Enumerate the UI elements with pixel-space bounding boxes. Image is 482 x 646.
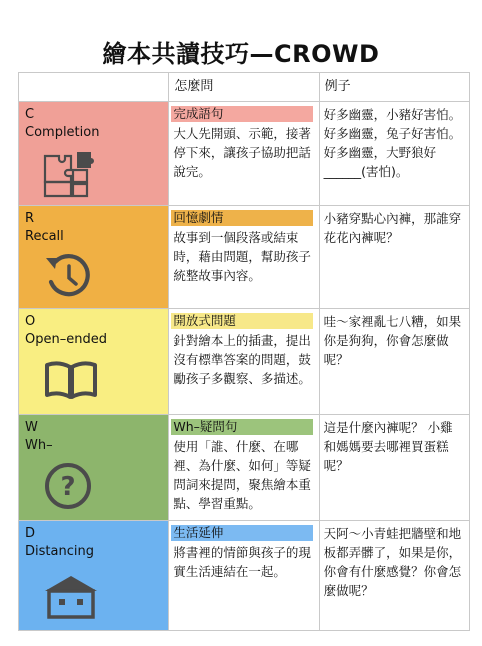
row-word: Distancing bbox=[25, 544, 94, 559]
table-row-open-ended bbox=[19, 309, 470, 415]
how-cell-open-ended bbox=[169, 309, 319, 415]
technique-tag: 回憶劇情 bbox=[171, 210, 312, 226]
row-word: Open–ended bbox=[25, 332, 107, 347]
how-cell-recall bbox=[169, 206, 319, 309]
row-letter: O bbox=[25, 314, 36, 329]
example-text: 小豬穿點心內褲，那誰穿花花內褲呢？ bbox=[323, 211, 462, 245]
example-cell-recall bbox=[319, 206, 469, 309]
clock-recall-icon bbox=[43, 252, 95, 300]
technique-tag: Wh–疑問句 bbox=[171, 419, 312, 435]
row-letter: R bbox=[25, 211, 35, 226]
house-icon bbox=[43, 573, 99, 619]
header-example: 例子 bbox=[319, 73, 469, 102]
letter-cell-distancing bbox=[19, 521, 169, 631]
svg-text:?: ? bbox=[60, 472, 76, 502]
how-cell-wh bbox=[169, 415, 319, 521]
row-letter: W bbox=[25, 420, 38, 435]
technique-tag: 開放式問題 bbox=[171, 313, 312, 329]
row-word: Completion bbox=[25, 125, 100, 140]
row-letter: C bbox=[25, 107, 35, 122]
example-text: 哇～家裡亂七八糟，如果你是狗狗，你會怎麼做呢？ bbox=[323, 314, 462, 367]
row-word: Wh– bbox=[25, 438, 53, 453]
table-row-recall bbox=[19, 206, 470, 309]
letter-cell-completion bbox=[19, 102, 169, 206]
header-empty bbox=[19, 73, 169, 102]
row-letter: D bbox=[25, 526, 36, 541]
puzzle-icon bbox=[43, 152, 99, 198]
row-word: Recall bbox=[25, 229, 64, 244]
example-text: 好多幽靈，小豬好害怕。好多幽靈，兔子好害怕。好多幽靈，大野狼好______(害怕)。 bbox=[323, 107, 462, 179]
header-how: 怎麼問 bbox=[169, 73, 319, 102]
example-cell-completion bbox=[319, 102, 469, 206]
technique-description: 大人先開頭、示範，接著停下來，讓孩子協助把話說完。 bbox=[173, 126, 311, 179]
table-row-distancing bbox=[19, 521, 470, 631]
technique-description: 將書裡的情節與孩子的現實生活連結在一起。 bbox=[173, 545, 311, 579]
example-cell-distancing bbox=[319, 521, 469, 631]
table-row-completion bbox=[19, 102, 470, 206]
technique-description: 故事到一個段落或結束時，藉由問題，幫助孩子統整故事內容。 bbox=[173, 230, 311, 283]
letter-cell-wh bbox=[19, 415, 169, 521]
technique-tag: 完成語句 bbox=[171, 106, 312, 122]
example-text: 天阿～小青蛙把牆壁和地板都弄髒了，如果是你，你會有什麼感覺？你會怎麼做呢？ bbox=[323, 526, 462, 598]
how-cell-completion bbox=[169, 102, 319, 206]
letter-cell-recall bbox=[19, 206, 169, 309]
letter-cell-open-ended bbox=[19, 309, 169, 415]
example-text: 這是什麼內褲呢？ 小雞和媽媽要去哪裡買蛋糕呢？ bbox=[323, 420, 453, 473]
technique-description: 使用「誰、什麼、在哪裡、為什麼、如何」等疑問詞來提問，聚焦繪本重點、學習重點。 bbox=[173, 439, 311, 511]
how-cell-distancing bbox=[169, 521, 319, 631]
technique-description: 針對繪本上的插畫，提出沒有標準答案的問題，鼓勵孩子多觀察、多描述。 bbox=[173, 333, 311, 386]
crowd-table bbox=[18, 72, 470, 631]
technique-tag: 生活延伸 bbox=[171, 525, 312, 541]
table-row-wh bbox=[19, 415, 470, 521]
example-cell-wh bbox=[319, 415, 469, 521]
open-book-icon bbox=[43, 359, 99, 401]
page-title: 繪本共讀技巧—CROWD bbox=[102, 40, 380, 68]
example-cell-open-ended bbox=[319, 309, 469, 415]
table-header-row bbox=[19, 73, 470, 102]
question-circle-icon bbox=[43, 461, 93, 511]
